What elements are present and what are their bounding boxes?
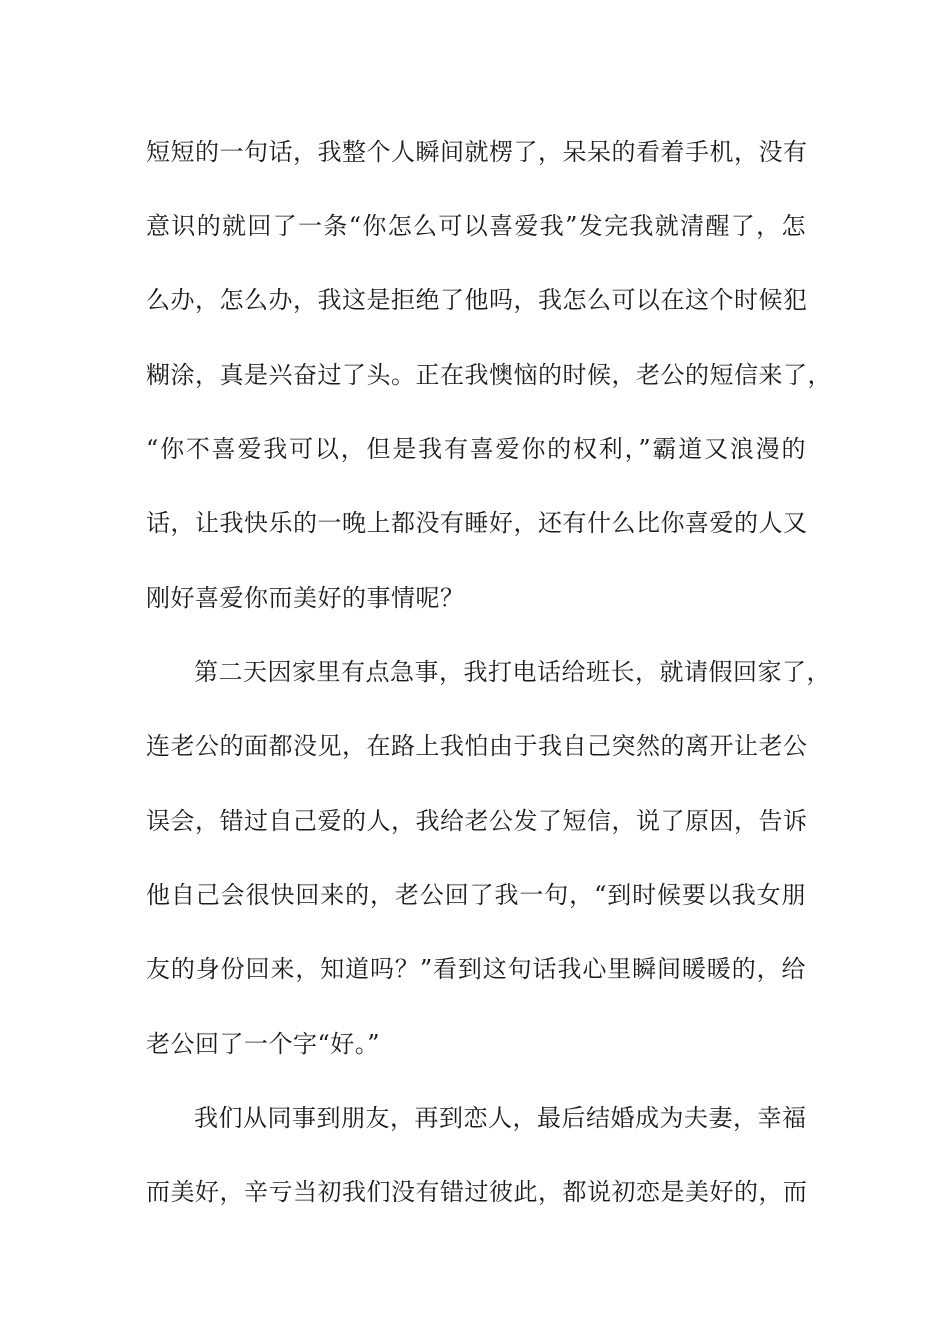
text-line: 友的身份回来，知道吗？”看到这句话我心里瞬间暖暖的，给 <box>146 955 806 983</box>
text-line: 误会，错过自己爱的人，我给老公发了短信，说了原因，告诉 <box>146 807 808 835</box>
text-line: 意识的就回了一条“你怎么可以喜爱我”发完我就清醒了，怎 <box>146 212 806 240</box>
text-line: “你不喜爱我可以，但是我有喜爱你的权利，”霸道又浪漫的 <box>146 435 806 463</box>
text-line: 连老公的面都没见，在路上我怕由于我自己突然的离开让老公 <box>146 732 808 760</box>
text-line: 刚好喜爱你而美好的事情呢？ <box>146 584 465 612</box>
text-line: 糊涂，真是兴奋过了头。正在我懊恼的时候，老公的短信来了， <box>146 361 832 389</box>
paragraph-first-line: 我们从同事到朋友，再到恋人，最后结婚成为夫妻，幸福 <box>194 1104 807 1132</box>
text-line: 老公回了一个字“好。” <box>146 1030 381 1058</box>
text-line: 他自己会很快回来的，老公回了我一句，“到时候要以我女朋 <box>146 881 806 909</box>
text-line: 而美好，辛亏当初我们没有错过彼此，都说初恋是美好的，而 <box>146 1178 808 1206</box>
paragraph-first-line: 第二天因家里有点急事，我打电话给班长，就请假回家了， <box>194 658 831 686</box>
text-line: 短短的一句话，我整个人瞬间就楞了，呆呆的看着手机，没有 <box>146 138 808 166</box>
text-line: 话，让我快乐的一晚上都没有睡好，还有什么比你喜爱的人又 <box>146 509 808 537</box>
text-line: 么办，怎么办，我这是拒绝了他吗，我怎么可以在这个时候犯 <box>146 286 808 314</box>
